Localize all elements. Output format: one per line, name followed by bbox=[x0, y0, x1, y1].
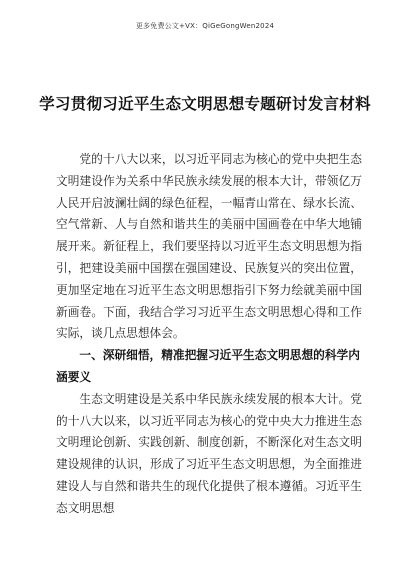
section-heading: 一、深研细悟，精准把握习近平生态文明思想的科学内涵要义 bbox=[56, 348, 360, 384]
document-title: 学习贯彻习近平生态文明思想专题研讨发言材料 bbox=[39, 95, 371, 113]
section-paragraph: 生态文明建设是关系中华民族永续发展的根本大计。党的十八大以来，以习近平同志为核心的党中央大力推进生态文明理论创新、实践创新、制度创新，不断深化对生态文明建设规律的认识，形成了习近平生态文明思想，为全面推进建设人与自然和谐共生的现代化提供了根本遵循。习近平生态文明思想 bbox=[56, 391, 362, 515]
header-note: 更多免费公文+VX：QiGeGongWen2024 bbox=[135, 22, 275, 30]
document-body bbox=[56, 149, 362, 520]
intro-paragraph: 党的十八大以来，以习近平同志为核心的党中央把生态文明建设作为关系中华民族永续发展的根本大计，带领亿万人民开启波澜壮阔的绿色征程，一幅青山常在、绿水长流、空气常新、人与自然和谐共生的美丽中国画卷在中华大地铺展开来。新征程上，我们要坚持以习近平生态文明思想为指引，把建设美丽中国摆在强国建设、民族复兴的突出位置，更加坚定地在习近平生态文明思想指引下努力绘就美丽中国新画卷。下面，我结合学习习近平生态文明思想心得和工作实际，谈几点思想体会。 bbox=[56, 152, 362, 341]
